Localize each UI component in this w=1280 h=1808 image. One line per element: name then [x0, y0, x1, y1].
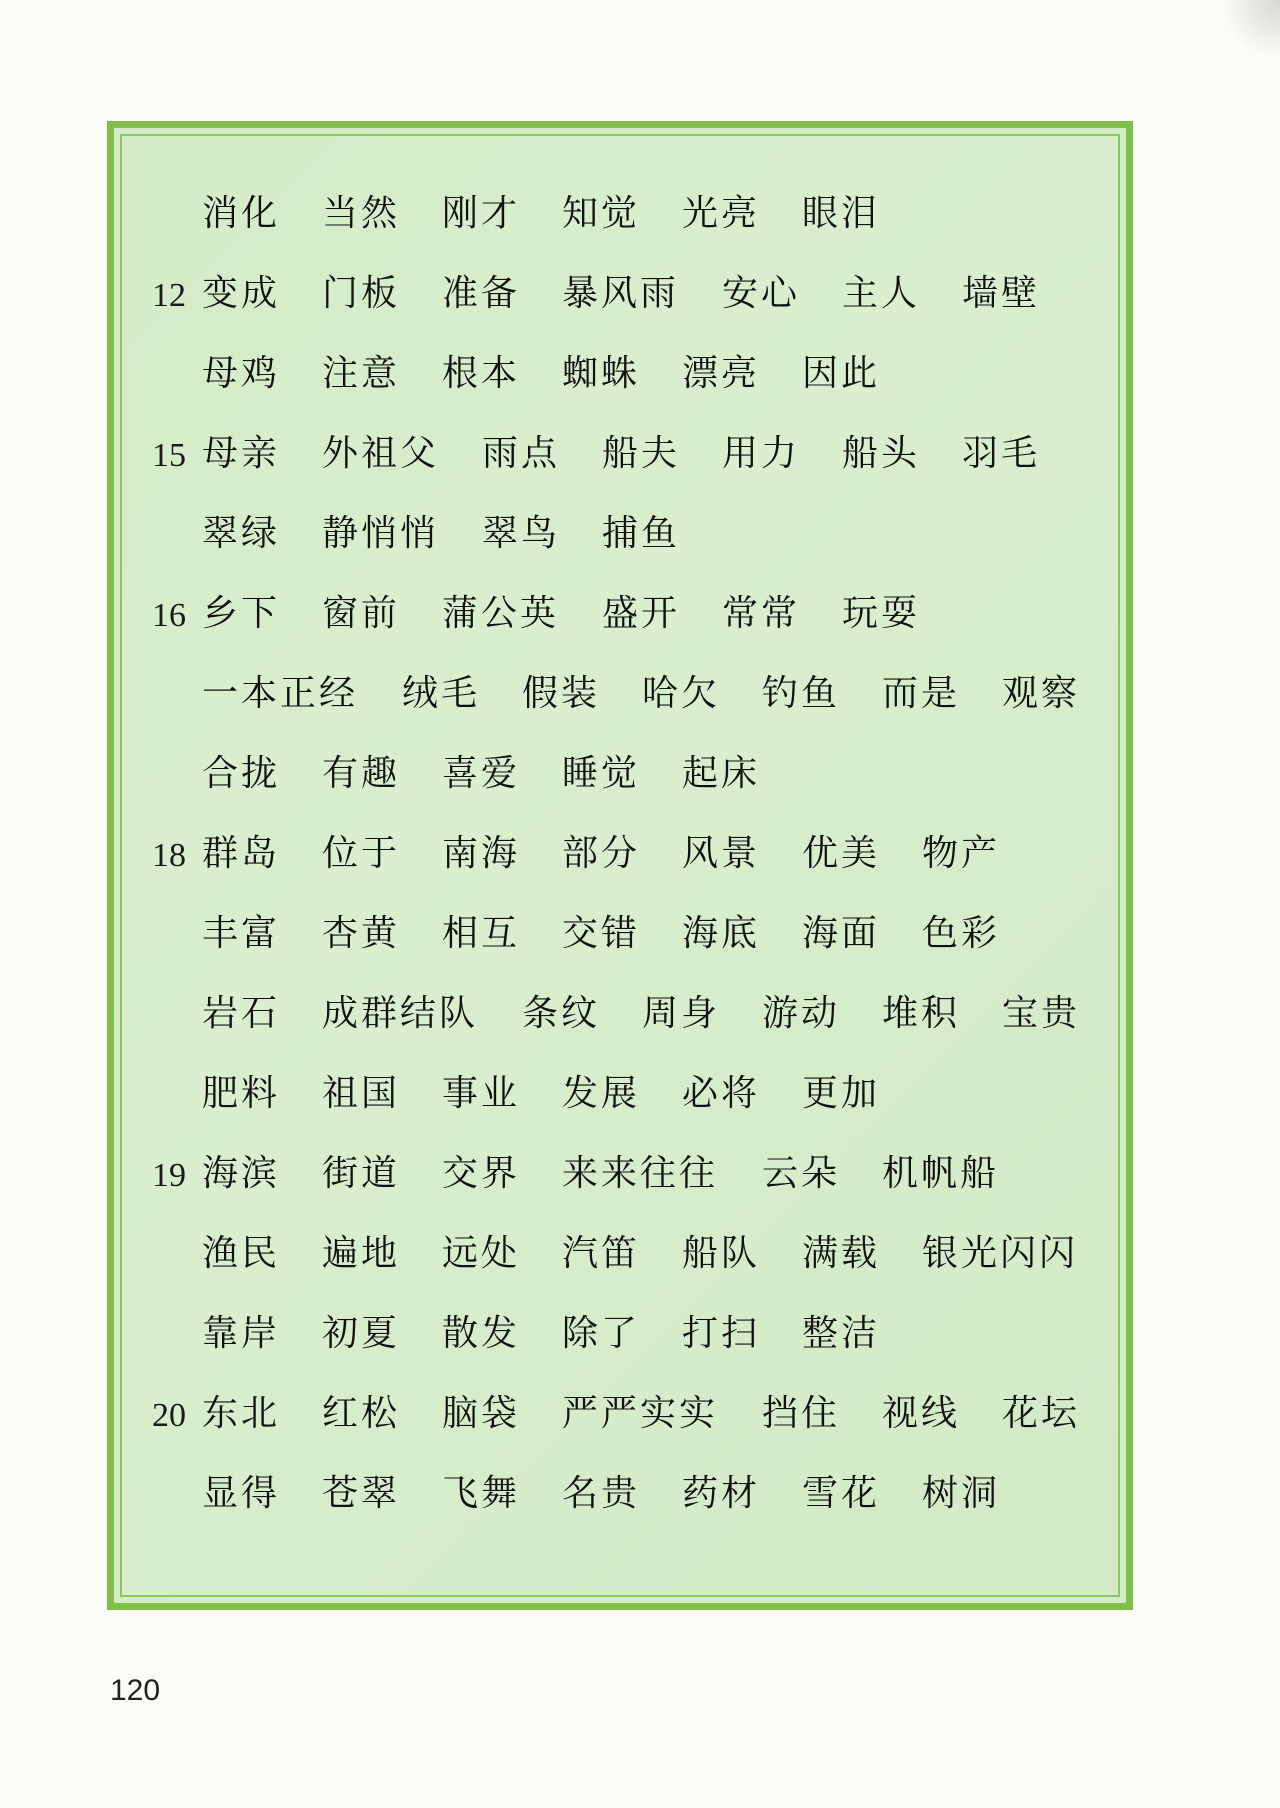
vocabulary-word: 苍翠 — [322, 1473, 401, 1514]
vocabulary-word: 群岛 — [202, 833, 281, 874]
vocabulary-word: 乡下 — [202, 593, 281, 634]
vocabulary-row — [122, 986, 1118, 1046]
vocabulary-word: 而是 — [882, 673, 961, 714]
vocabulary-word: 因此 — [802, 353, 881, 394]
vocabulary-word: 风景 — [682, 833, 761, 874]
vocabulary-word: 事业 — [442, 1073, 521, 1114]
vocabulary-word: 部分 — [562, 833, 641, 874]
vocabulary-word: 漂亮 — [682, 353, 761, 394]
vocabulary-word: 杏黄 — [322, 913, 401, 954]
lesson-number: 12 — [152, 277, 186, 314]
vocabulary-word: 常常 — [722, 593, 801, 634]
vocabulary-word: 绒毛 — [402, 673, 481, 714]
vocabulary-word: 观察 — [1002, 673, 1081, 714]
vocabulary-word: 花坛 — [1002, 1393, 1081, 1434]
vocabulary-word: 交界 — [442, 1153, 521, 1194]
vocabulary-word: 相互 — [442, 913, 521, 954]
vocabulary-word: 睡觉 — [562, 753, 641, 794]
vocabulary-row — [122, 906, 1118, 966]
vocabulary-word: 钓鱼 — [762, 673, 841, 714]
vocabulary-word: 散发 — [442, 1313, 521, 1354]
vocabulary-word: 机帆船 — [882, 1153, 1000, 1194]
vocabulary-word: 成群结队 — [322, 993, 479, 1034]
vocabulary-row — [122, 746, 1118, 806]
vocabulary-word: 渔民 — [202, 1233, 281, 1274]
vocabulary-row — [122, 826, 1118, 886]
vocabulary-word: 门板 — [322, 273, 401, 314]
vocabulary-word: 蒲公英 — [442, 593, 560, 634]
vocabulary-word: 挡住 — [762, 1393, 841, 1434]
vocabulary-row — [122, 1066, 1118, 1126]
vocabulary-word: 船头 — [842, 433, 921, 474]
lesson-number: 19 — [152, 1157, 186, 1194]
vocabulary-word: 显得 — [202, 1473, 281, 1514]
vocabulary-word: 翠绿 — [202, 513, 281, 554]
vocabulary-word: 起床 — [682, 753, 761, 794]
vocabulary-word: 飞舞 — [442, 1473, 521, 1514]
vocabulary-word: 雨点 — [482, 433, 561, 474]
lesson-number: 16 — [152, 597, 186, 634]
vocabulary-row — [122, 346, 1118, 406]
vocabulary-word: 树洞 — [922, 1473, 1001, 1514]
vocabulary-word: 海面 — [802, 913, 881, 954]
vocabulary-word: 打扫 — [682, 1313, 761, 1354]
vocabulary-word: 宝贵 — [1002, 993, 1081, 1034]
vocabulary-word: 有趣 — [322, 753, 401, 794]
vocabulary-word: 变成 — [202, 273, 281, 314]
vocabulary-word: 南海 — [442, 833, 521, 874]
vocabulary-word: 海滨 — [202, 1153, 281, 1194]
vocabulary-word: 祖国 — [322, 1073, 401, 1114]
vocabulary-word: 药材 — [682, 1473, 761, 1514]
vocabulary-word: 安心 — [722, 273, 801, 314]
vocabulary-word: 丰富 — [202, 913, 281, 954]
vocabulary-word: 准备 — [442, 273, 521, 314]
vocabulary-word: 知觉 — [562, 193, 641, 234]
vocabulary-word: 假装 — [522, 673, 601, 714]
vocabulary-word: 翠鸟 — [482, 513, 561, 554]
vocabulary-word: 眼泪 — [802, 193, 881, 234]
vocabulary-word: 云朵 — [762, 1153, 841, 1194]
lesson-number: 15 — [152, 437, 186, 474]
vocabulary-word: 盛开 — [602, 593, 681, 634]
vocabulary-word: 喜爱 — [442, 753, 521, 794]
vocabulary-row — [122, 426, 1118, 486]
vocabulary-word: 色彩 — [922, 913, 1001, 954]
vocabulary-word: 母亲 — [202, 433, 281, 474]
page-corner-shadow — [1220, 0, 1280, 60]
vocabulary-word: 光亮 — [682, 193, 761, 234]
vocabulary-word: 远处 — [442, 1233, 521, 1274]
vocabulary-word: 名贵 — [562, 1473, 641, 1514]
vocabulary-word: 条纹 — [522, 993, 601, 1034]
vocabulary-row — [122, 666, 1118, 726]
lesson-number: 20 — [152, 1397, 186, 1434]
vocabulary-word: 羽毛 — [962, 433, 1041, 474]
vocabulary-word: 交错 — [562, 913, 641, 954]
vocabulary-word: 外祖父 — [322, 433, 440, 474]
vocabulary-row — [122, 1466, 1118, 1526]
vocabulary-row — [122, 506, 1118, 566]
vocabulary-word: 整洁 — [802, 1313, 881, 1354]
vocabulary-word: 位于 — [322, 833, 401, 874]
vocabulary-word: 初夏 — [322, 1313, 401, 1354]
vocabulary-frame — [107, 121, 1133, 1610]
vocabulary-word: 消化 — [202, 193, 281, 234]
vocabulary-word: 东北 — [202, 1393, 281, 1434]
vocabulary-word: 红松 — [322, 1393, 401, 1434]
vocabulary-list — [122, 136, 1118, 1595]
vocabulary-word: 脑袋 — [442, 1393, 521, 1434]
vocabulary-word: 满载 — [802, 1233, 881, 1274]
vocabulary-word: 海底 — [682, 913, 761, 954]
vocabulary-word: 母鸡 — [202, 353, 281, 394]
vocabulary-word: 根本 — [442, 353, 521, 394]
vocabulary-word: 暴风雨 — [562, 273, 680, 314]
vocabulary-word: 合拢 — [202, 753, 281, 794]
vocabulary-word: 遍地 — [322, 1233, 401, 1274]
vocabulary-word: 堆积 — [882, 993, 961, 1034]
vocabulary-word: 主人 — [842, 273, 921, 314]
vocabulary-row — [122, 1306, 1118, 1366]
vocabulary-word: 靠岸 — [202, 1313, 281, 1354]
vocabulary-word: 除了 — [562, 1313, 641, 1354]
vocabulary-word: 船夫 — [602, 433, 681, 474]
vocabulary-word: 船队 — [682, 1233, 761, 1274]
vocabulary-word: 必将 — [682, 1073, 761, 1114]
vocabulary-word: 注意 — [322, 353, 401, 394]
vocabulary-word: 哈欠 — [642, 673, 721, 714]
vocabulary-word: 街道 — [322, 1153, 401, 1194]
vocabulary-panel — [120, 134, 1120, 1597]
vocabulary-row — [122, 586, 1118, 646]
vocabulary-word: 刚才 — [442, 193, 521, 234]
lesson-number: 18 — [152, 837, 186, 874]
vocabulary-word: 窗前 — [322, 593, 401, 634]
vocabulary-row — [122, 1226, 1118, 1286]
vocabulary-word: 当然 — [322, 193, 401, 234]
vocabulary-word: 严严实实 — [562, 1393, 719, 1434]
vocabulary-word: 墙壁 — [962, 273, 1041, 314]
vocabulary-word: 静悄悄 — [322, 513, 440, 554]
vocabulary-word: 银光闪闪 — [922, 1233, 1079, 1274]
vocabulary-word: 雪花 — [802, 1473, 881, 1514]
page-number: 120 — [110, 1674, 161, 1707]
vocabulary-word: 蜘蛛 — [562, 353, 641, 394]
vocabulary-word: 更加 — [802, 1073, 881, 1114]
vocabulary-word: 一本正经 — [202, 673, 359, 714]
vocabulary-word: 游动 — [762, 993, 841, 1034]
vocabulary-word: 捕鱼 — [602, 513, 681, 554]
vocabulary-word: 优美 — [802, 833, 881, 874]
vocabulary-word: 发展 — [562, 1073, 641, 1114]
vocabulary-word: 汽笛 — [562, 1233, 641, 1274]
vocabulary-row — [122, 266, 1118, 326]
vocabulary-word: 岩石 — [202, 993, 281, 1034]
vocabulary-word: 来来往往 — [562, 1153, 719, 1194]
vocabulary-word: 肥料 — [202, 1073, 281, 1114]
vocabulary-row — [122, 1146, 1118, 1206]
vocabulary-word: 视线 — [882, 1393, 961, 1434]
vocabulary-word: 周身 — [642, 993, 721, 1034]
vocabulary-row — [122, 186, 1118, 246]
vocabulary-word: 玩耍 — [842, 593, 921, 634]
vocabulary-word: 用力 — [722, 433, 801, 474]
vocabulary-row — [122, 1386, 1118, 1446]
vocabulary-word: 物产 — [922, 833, 1001, 874]
